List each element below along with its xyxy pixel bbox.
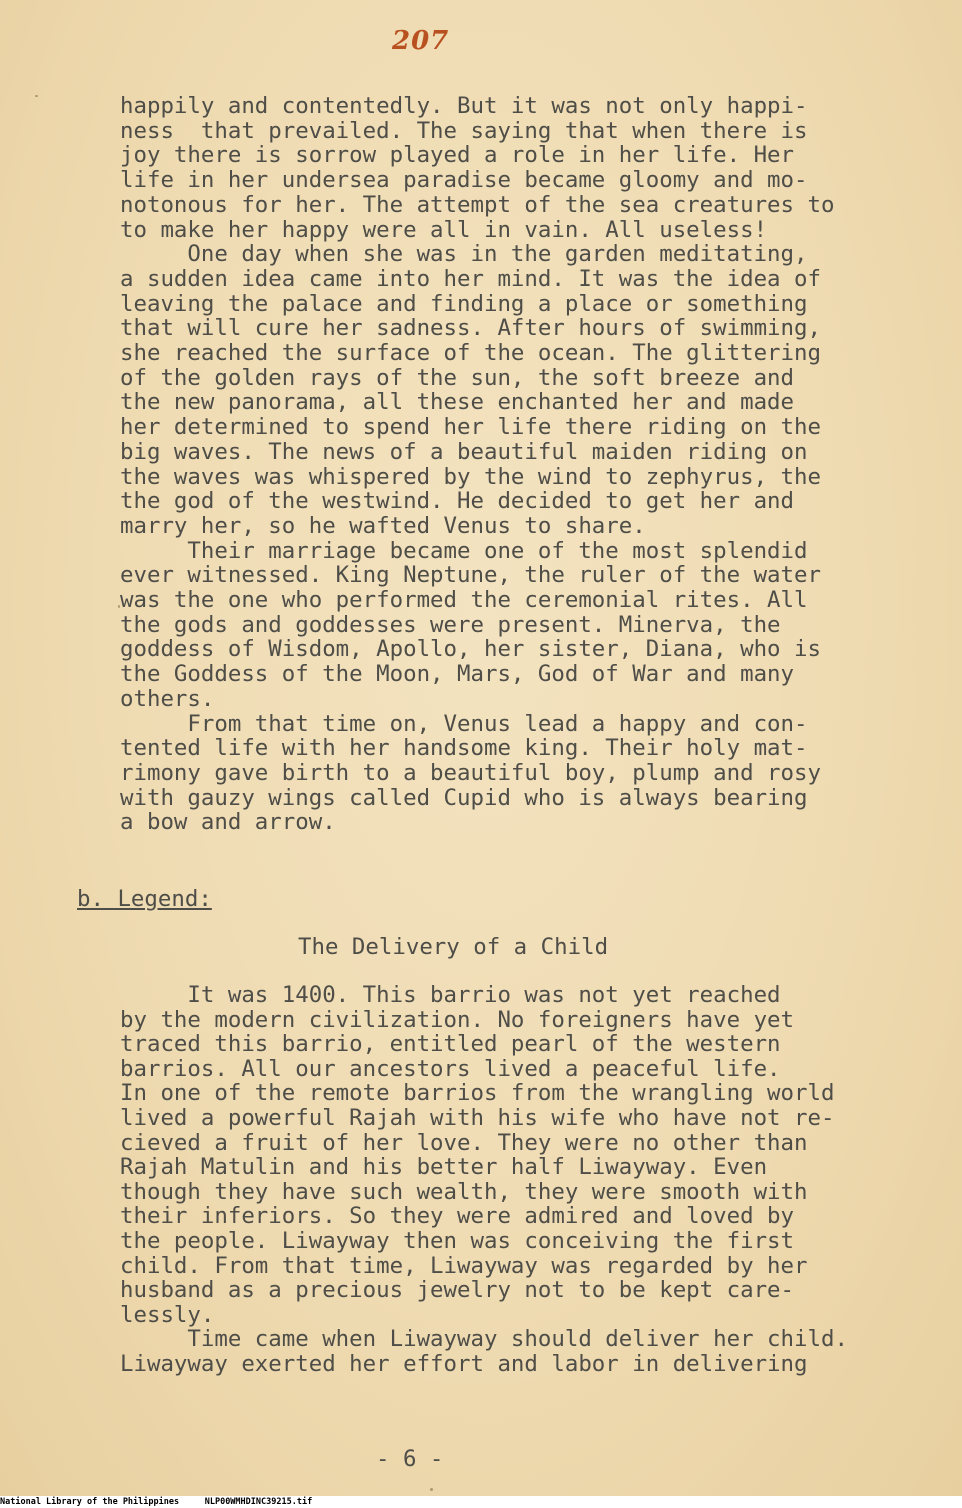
- footer-filename: NLP00WMHDINC39215.tif: [204, 1497, 313, 1507]
- text-line: Rajah Matulin and his better half Liwayway. Even: [120, 1154, 768, 1181]
- typed-page-number: - 6 -: [376, 1446, 444, 1472]
- text-line: she reached the surface of the ocean. The glittering: [120, 340, 821, 367]
- text-line: the waves was whispered by the wind to zephyrus, the: [120, 463, 821, 490]
- text-line: barrios. All our ancestors lived a peaceful life.: [120, 1055, 781, 1082]
- text-line: goddess of Wisdom, Apollo, her sister, Diana, who is: [120, 636, 821, 663]
- text-line: though they have such wealth, they were smooth with: [120, 1178, 808, 1205]
- text-line: the new panorama, all these enchanted her and made: [120, 389, 795, 416]
- text-line: lessly.: [120, 1301, 215, 1328]
- text-line: traced this barrio, entitled pearl of the western: [120, 1031, 781, 1058]
- archive-footer: [0, 1496, 962, 1508]
- text-line: child. From that time, Liwayway was regarded by her: [120, 1252, 808, 1279]
- handwritten-page-number: 207: [392, 26, 450, 56]
- text-line: Time came when Liwayway should deliver her child.: [120, 1326, 848, 1353]
- text-line: rimony gave birth to a beautiful boy, plump and rosy: [120, 759, 821, 786]
- text-line: her determined to spend her life there riding on the: [120, 414, 821, 441]
- text-line: happily and contentedly. But it was not only happi-: [120, 93, 808, 119]
- text-line: that will cure her sadness. After hours of swimming,: [120, 315, 821, 342]
- paper-speck: [35, 95, 38, 97]
- paper-speck: [430, 1488, 433, 1491]
- text-line: ever witnessed. King Neptune, the ruler of the water: [120, 562, 821, 589]
- text-line: leaving the palace and finding a place or something: [120, 290, 808, 317]
- text-line: the Goddess of the Moon, Mars, God of War and many: [120, 661, 795, 688]
- venus-story-continuation: [120, 94, 920, 835]
- text-line: others.: [120, 685, 215, 712]
- text-line: It was 1400. This barrio was not yet reached: [120, 982, 781, 1008]
- text-line: big waves. The news of a beautiful maiden riding on: [120, 438, 808, 465]
- text-line: From that time on, Venus lead a happy and con-: [120, 710, 808, 737]
- paper-speck: [118, 605, 120, 608]
- legend-story-text: [120, 983, 920, 1377]
- text-line: of the golden rays of the sun, the soft breeze and: [120, 364, 795, 391]
- text-line: In one of the remote barrios from the wrangling world: [120, 1080, 835, 1107]
- text-line: life in her undersea paradise became gloomy and mo-: [120, 167, 808, 194]
- text-line: tented life with her handsome king. Their holy mat-: [120, 735, 808, 762]
- text-line: a sudden idea came into her mind. It was the idea of: [120, 265, 821, 292]
- text-line: a bow and arrow.: [120, 809, 336, 836]
- text-line: One day when she was in the garden meditating,: [120, 241, 808, 268]
- text-line: Liwayway exerted her effort and labor in delivering: [120, 1350, 808, 1377]
- text-line: joy there is sorrow played a role in her life. Her: [120, 142, 795, 169]
- text-line: to make her happy were all in vain. All useless!: [120, 216, 768, 243]
- section-label: b. Legend:: [77, 886, 212, 912]
- text-line: the people. Liwayway then was conceiving the first: [120, 1227, 795, 1254]
- text-line: lived a powerful Rajah with his wife who have not re-: [120, 1104, 835, 1131]
- text-line: cieved a fruit of her love. They were no other than: [120, 1129, 808, 1156]
- story-title: The Delivery of a Child: [298, 934, 609, 960]
- text-line: ness that prevailed. The saying that when there is: [120, 117, 808, 144]
- text-line: notonous for her. The attempt of the sea creatures to: [120, 191, 835, 218]
- text-line: by the modern civilization. No foreigners have yet: [120, 1006, 795, 1033]
- text-line: husband as a precious jewelry not to be kept care-: [120, 1277, 795, 1304]
- text-line: marry her, so he wafted Venus to share.: [120, 512, 646, 539]
- text-line: with gauzy wings called Cupid who is always bearing: [120, 784, 808, 811]
- text-line: their inferiors. So they were admired and loved by: [120, 1203, 795, 1230]
- footer-source: National Library of the Philippines: [0, 1497, 180, 1507]
- text-line: the god of the westwind. He decided to get her and: [120, 488, 795, 515]
- text-line: was the one who performed the ceremonial rites. All: [120, 587, 808, 614]
- text-line: Their marriage became one of the most splendid: [120, 537, 808, 564]
- text-line: the gods and goddesses were present. Minerva, the: [120, 611, 781, 638]
